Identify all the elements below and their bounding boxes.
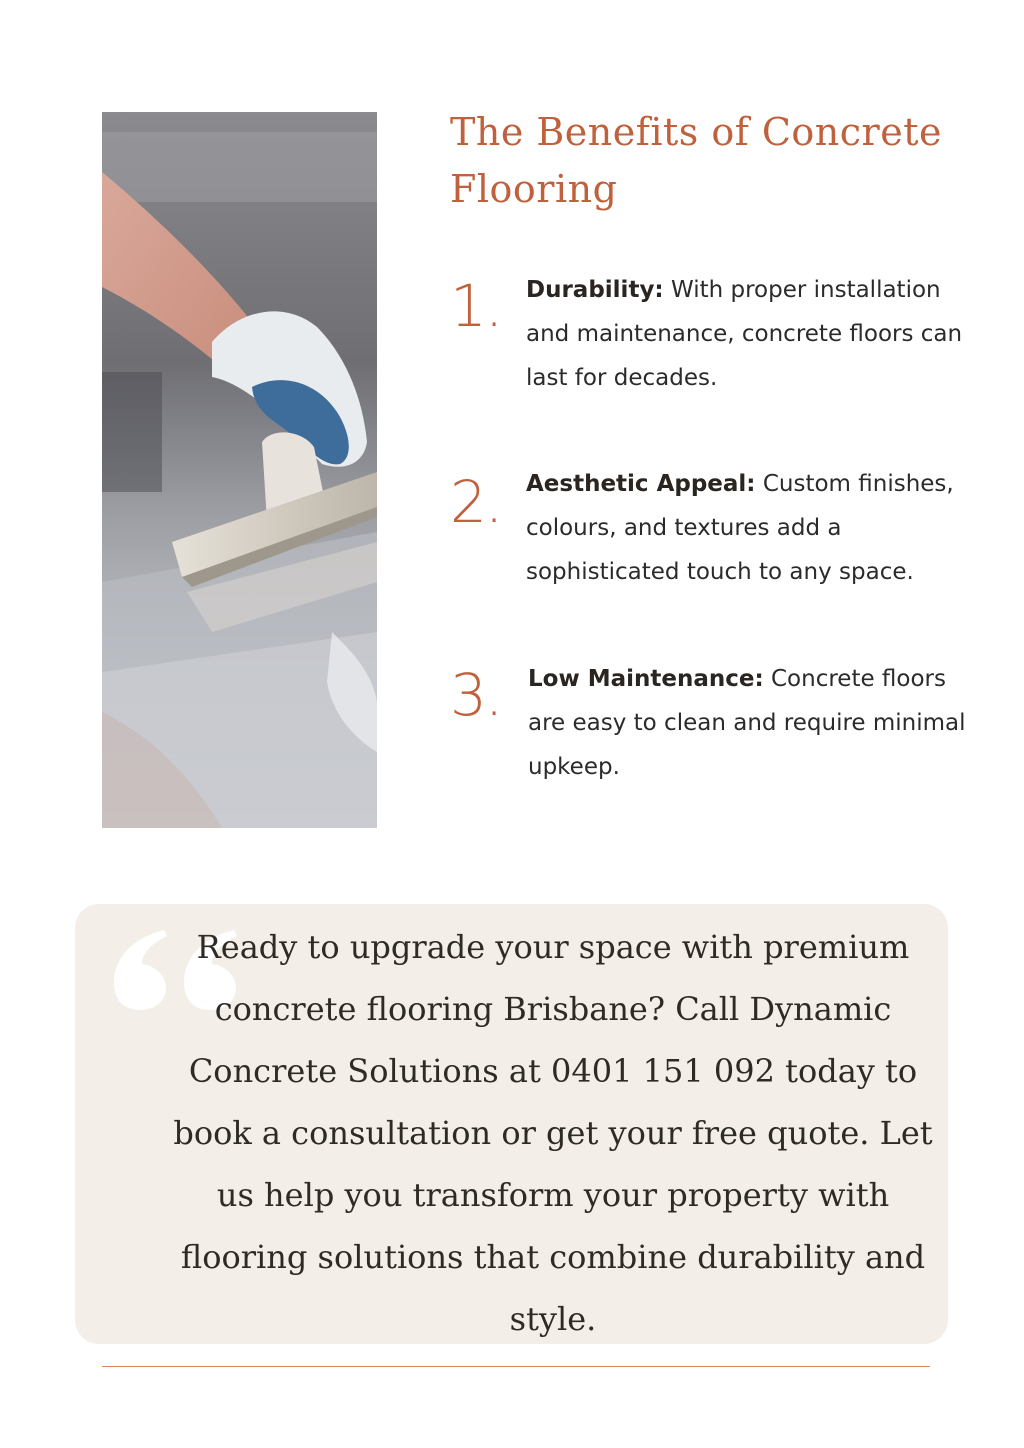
benefit-description — [526, 462, 966, 594]
benefit-body: Concrete floors are easy to clean and require minimal upkeep. — [528, 666, 966, 780]
benefit-body: Custom finishes, colours, and textures add a sophisticated touch to any space. — [526, 471, 954, 585]
benefit-title: Durability: — [526, 277, 664, 303]
benefit-description — [528, 657, 968, 789]
benefit-title: Aesthetic Appeal: — [526, 471, 756, 497]
benefit-number: 2. — [450, 468, 502, 536]
benefit-number: 1. — [450, 272, 502, 340]
benefit-description — [526, 268, 966, 400]
footer-divider — [102, 1366, 930, 1367]
page-title: The Benefits of Concrete Flooring — [450, 110, 942, 211]
benefit-body: With proper installation and maintenance, concrete floors can last for decades. — [526, 277, 963, 391]
concrete-troweling-photo — [102, 112, 377, 828]
benefit-number: 3. — [450, 661, 502, 729]
benefit-title: Low Maintenance: — [528, 666, 764, 692]
cta-text: Ready to upgrade your space with premium concrete flooring Brisbane? Call Dynamic Concrete Solutions at 0401 151 092 today to book a consultation or get your free quote. Let us help you transform your property with flooring solutions that combine durability and style. — [173, 928, 933, 1338]
